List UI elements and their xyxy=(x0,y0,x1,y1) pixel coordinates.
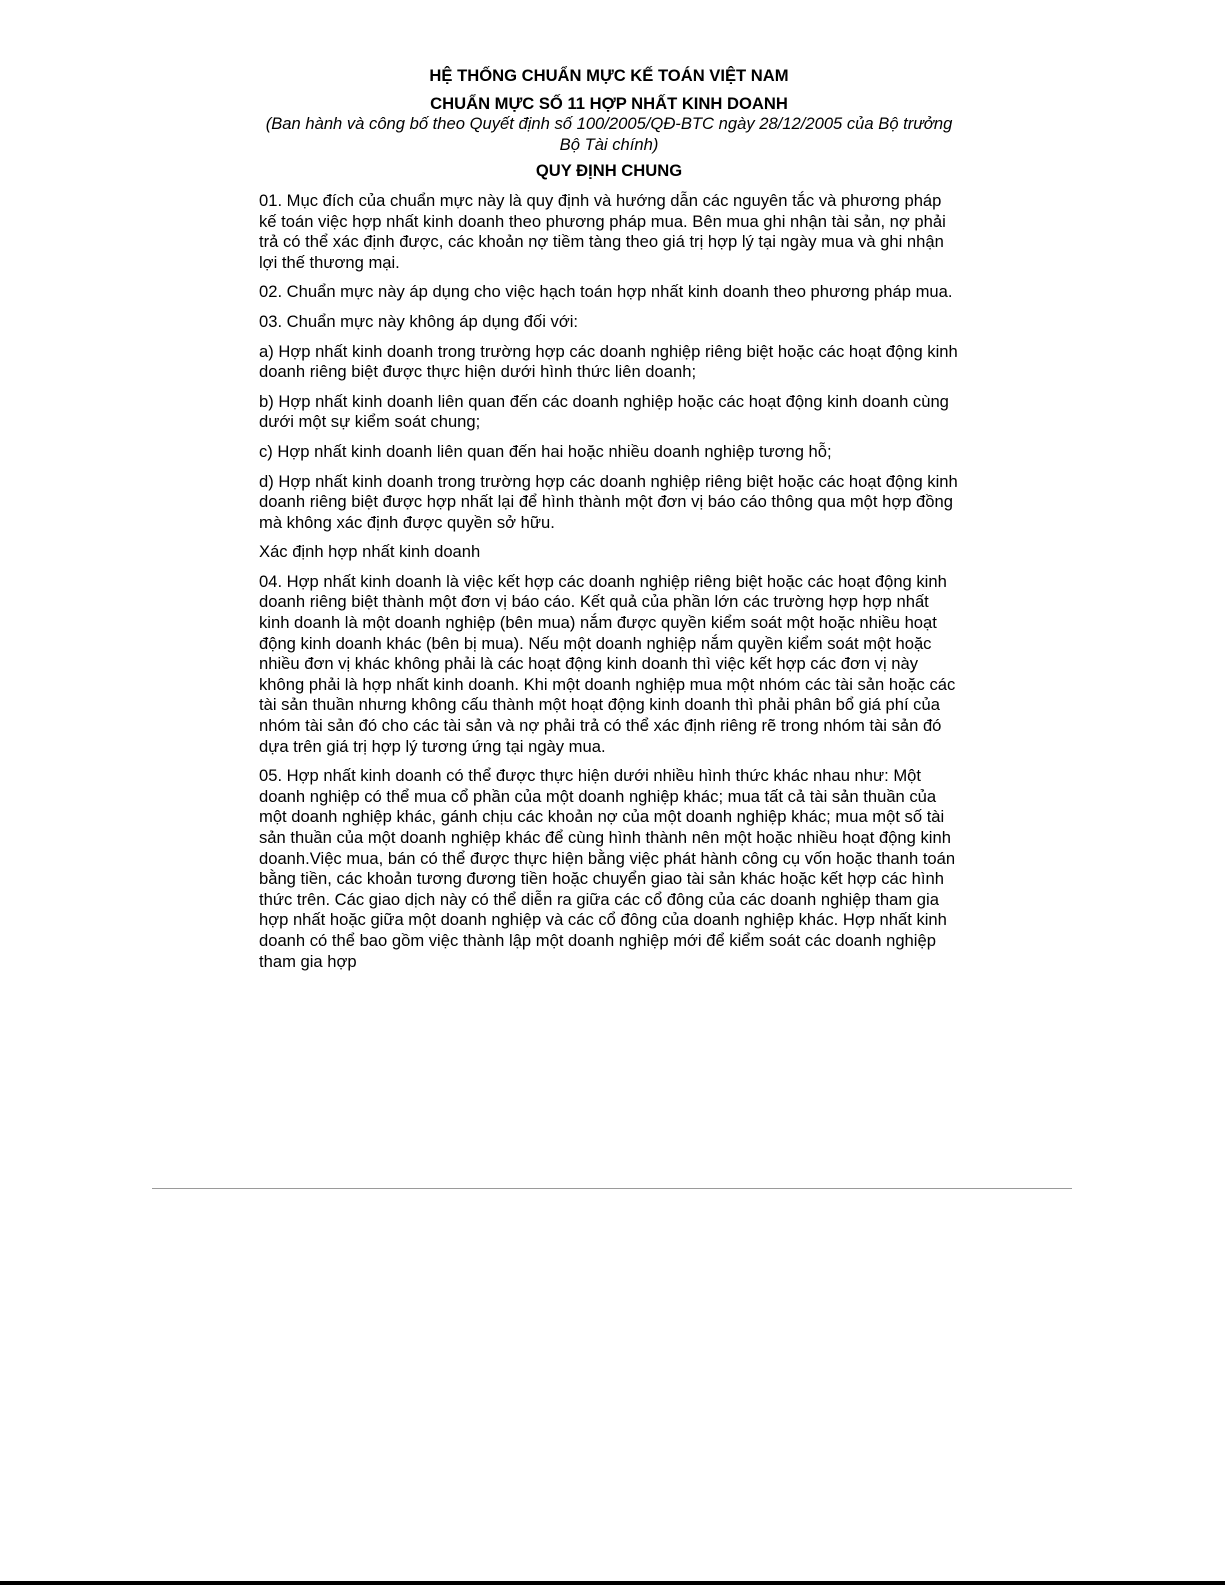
standard-title: CHUẨN MỰC SỐ 11 HỢP NHẤT KINH DOANH xyxy=(430,93,788,113)
paragraph-01: 01. Mục đích của chuẩn mực này là quy định và hướng dẫn các nguyên tắc và phương pháp kế toán việc hợp nhất kinh doanh theo phương pháp mua. Bên mua ghi nhận tài sản, nợ phải trả có thể xác định được, các khoản nợ tiềm tàng theo giá trị hợp lý tại ngày mua và ghi nhận lợi thế thương mại. xyxy=(259,190,946,272)
subsection-heading: Xác định hợp nhất kinh doanh xyxy=(259,542,481,562)
paragraph-05: 05. Hợp nhất kinh doanh có thể được thực hiện dưới nhiều hình thức khác nhau như: Một doanh nghiệp có thể mua cổ phần của một doanh nghiệp khác; mua tất cả tài sản thuần của một doanh nghiệp khác, gánh chịu các khoản nợ của một doanh nghiệp khác; mua một số tài sản thuần của một doanh nghiệp khác để cùng hình thành nên một hoặc nhiều hoạt động kinh doanh.Việc mua, bán có thể được thực hiện bằng việc phát hành công cụ vốn hoặc thanh toán bằng tiền, các khoản tương đương tiền hoặc chuyển giao tài sản khác hoặc kết hợp các hình thức trên. Các giao dịch này có thể diễn ra giữa các cổ đông của các doanh nghiệp tham gia hợp nhất hoặc giữa một doanh nghiệp và các cổ đông của doanh nghiệp khác. Hợp nhất kinh doanh có thể bao gồm việc thành lập một doanh nghiệp mới để kiểm soát các doanh nghiệp tham gia hợp xyxy=(259,766,956,971)
document-title: HỆ THỐNG CHUẨN MỰC KẾ TOÁN VIỆT NAM xyxy=(429,66,789,85)
paragraph-02: 02. Chuẩn mực này áp dụng cho việc hạch toán hợp nhất kinh doanh theo phương pháp mua. xyxy=(259,282,953,302)
page-divider xyxy=(152,1188,1072,1189)
paragraph-03: 03. Chuẩn mực này không áp dụng đối với: xyxy=(259,311,579,331)
document-body xyxy=(259,66,959,981)
paragraph-03b: b) Hợp nhất kinh doanh liên quan đến các doanh nghiệp hoặc các hoạt động kinh doanh cùng dưới một sự kiểm soát chung; xyxy=(259,391,949,432)
paragraph-03c: c) Hợp nhất kinh doanh liên quan đến hai hoặc nhiều doanh nghiệp tương hỗ; xyxy=(259,441,832,461)
paragraph-04: 04. Hợp nhất kinh doanh là việc kết hợp các doanh nghiệp riêng biệt hoặc các hoạt động kinh doanh riêng biệt thành một đơn vị báo cáo. Kết quả của phần lớn các trường hợp hợp nhất kinh doanh là một doanh nghiệp (bên mua) nắm được quyền kiểm soát một hoặc nhiều hoạt động kinh doanh khác (bên bị mua). Nếu một doanh nghiệp nắm quyền kiểm soát một hoặc nhiều đơn vị khác không phải là các hoạt động kinh doanh thì việc kết hợp các đơn vị này không phải là hợp nhất kinh doanh. Khi một doanh nghiệp mua một nhóm các tài sản hoặc các tài sản thuần nhưng không cấu thành một hoạt động kinh doanh thì phải phân bổ giá phí của nhóm tài sản đó cho các tài sản và nợ phải trả có thể xác định riêng rẽ trong nhóm tài sản đó dựa trên giá trị hợp lý tương ứng tại ngày mua. xyxy=(259,571,956,756)
section-heading: QUY ĐỊNH CHUNG xyxy=(535,161,683,181)
issuance-note: (Ban hành và công bố theo Quyết định số 100/2005/QĐ-BTC ngày 28/12/2005 của Bộ trưởng Bộ Tài chính) xyxy=(265,114,953,154)
paragraph-03a: a) Hợp nhất kinh doanh trong trường hợp các doanh nghiệp riêng biệt hoặc các hoạt động kinh doanh riêng biệt được thực hiện dưới hình thức liên doanh; xyxy=(259,341,958,382)
page-bottom-edge xyxy=(0,1581,1225,1585)
paragraph-03d: d) Hợp nhất kinh doanh trong trường hợp các doanh nghiệp riêng biệt hoặc các hoạt động kinh doanh riêng biệt được hợp nhất lại để hình thành một đơn vị báo cáo thông qua một hợp đồng mà không xác định được quyền sở hữu. xyxy=(259,471,958,532)
